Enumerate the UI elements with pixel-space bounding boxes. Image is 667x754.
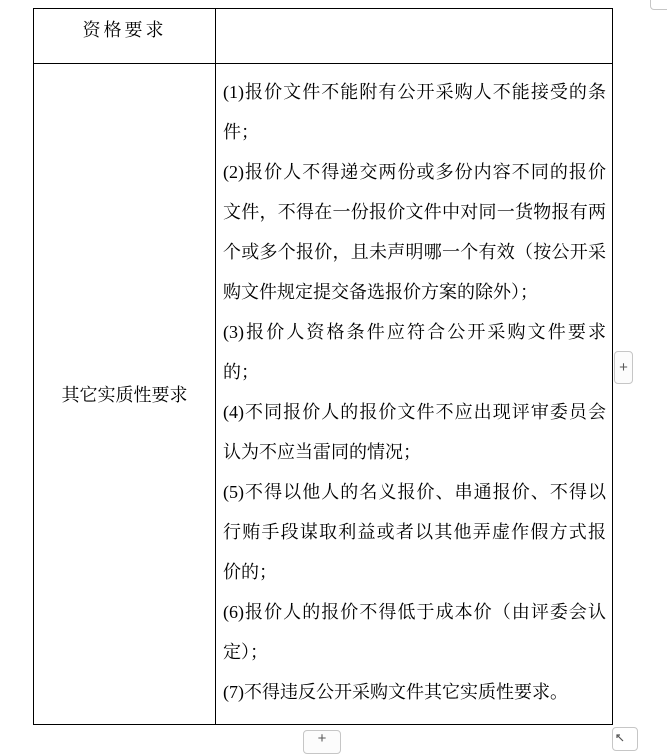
header-label: 资格要求	[82, 20, 167, 40]
requirement-line: (1)报价文件不能附有公开采购人不能接受的条	[223, 82, 606, 102]
body-content-cell	[216, 64, 612, 724]
diagonal-resize-icon	[616, 730, 625, 747]
requirement-line: 行贿手段谋取利益或者以其他弄虚作假方式报	[223, 522, 606, 542]
plus-icon: +	[619, 359, 628, 376]
requirement-line: 件；	[223, 122, 259, 142]
requirement-line: (5)不得以他人的名义报价、串通报价、不得以	[223, 482, 606, 502]
requirement-line: 购文件规定提交备选报价方案的除外）；	[223, 282, 538, 302]
body-label: 其它实质性要求	[61, 385, 188, 405]
requirement-line: 认为不应当雷同的情况；	[223, 442, 421, 462]
header-label-cell	[34, 9, 216, 64]
table-resize-handle[interactable]	[612, 727, 638, 751]
requirement-line: 的；	[223, 362, 259, 382]
requirement-line: 个或多个报价，且未声明哪一个有效（按公开采	[223, 242, 606, 262]
requirement-line: 价的；	[223, 562, 277, 582]
insert-column-button[interactable]	[614, 351, 633, 384]
requirement-line: (2)报价人不得递交两份或多份内容不同的报价	[223, 162, 606, 182]
requirement-line: 文件，不得在一份报价文件中对同一货物报有两	[223, 202, 606, 222]
requirement-line: (4)不同报价人的报价文件不应出现评审委员会	[223, 402, 606, 422]
body-label-cell	[34, 64, 216, 724]
header-value-cell	[216, 9, 612, 64]
requirement-line: (3)报价人资格条件应符合公开采购文件要求	[223, 322, 606, 342]
requirement-line: (6)报价人的报价不得低于成本价（由评委会认	[223, 602, 606, 622]
insert-row-button[interactable]	[303, 730, 341, 754]
requirements-table	[33, 8, 613, 725]
top-right-button-partial[interactable]	[650, 0, 667, 10]
requirement-line: (7)不得违反公开采购文件其它实质性要求。	[223, 682, 568, 702]
requirement-line: 定）；	[223, 642, 268, 662]
plus-icon: +	[317, 730, 327, 747]
